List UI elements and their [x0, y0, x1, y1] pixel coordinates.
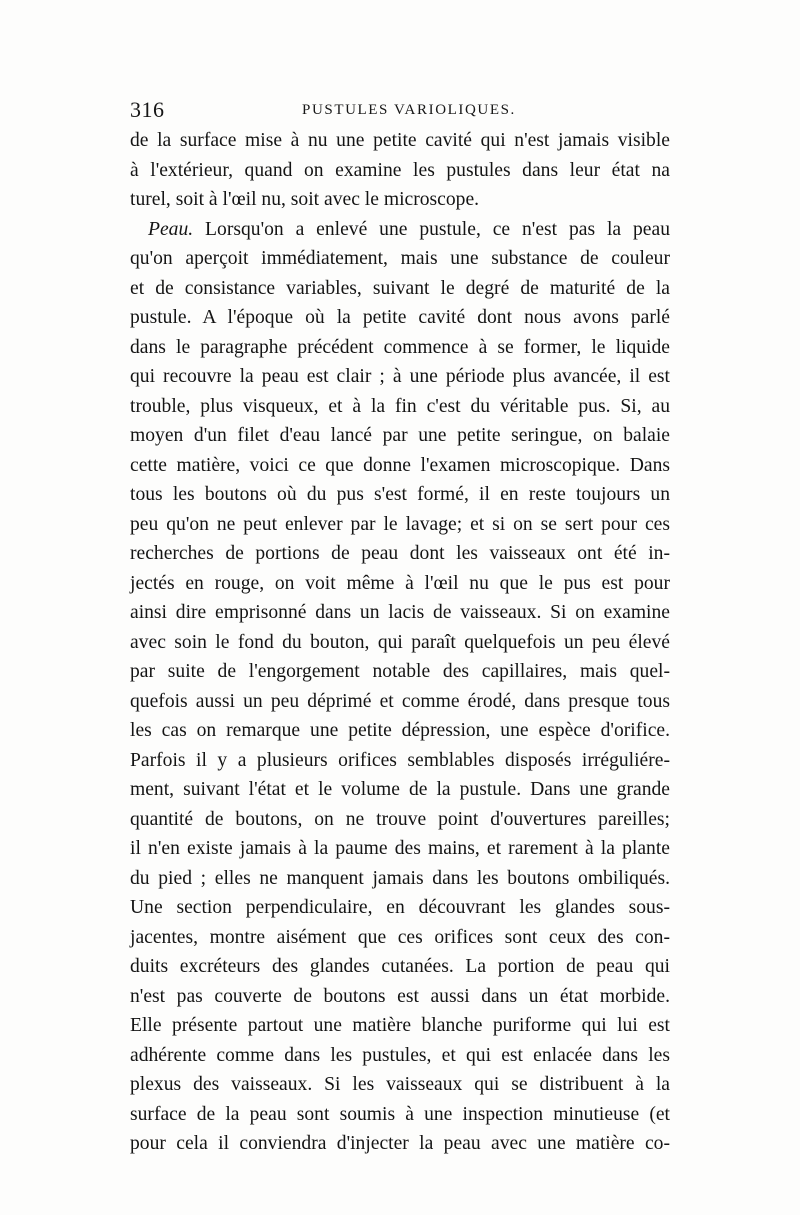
text-line: jectés en rouge, on voit même à l'œil nu que le pus est pour [130, 572, 670, 594]
text-line: de la surface mise à nu une petite cavité qui n'est jamais visible [130, 130, 670, 151]
running-title: PUSTULES VARIOLIQUES. [302, 102, 516, 118]
page-number: 316 [130, 97, 165, 122]
text-line-rest: Lorsqu'on a enlevé une pustule, ce n'est pas la peau [193, 218, 670, 240]
text-line: les cas on remarque une petite dépression, une espèce d'orifice. [130, 720, 670, 741]
paragraph-start-line [130, 215, 670, 245]
text-line: turel, soit à l'œil nu, soit avec le microscope. [130, 189, 480, 210]
page-header [130, 97, 670, 123]
text-line: dans le paragraphe précédent commence à se former, le liquide [130, 336, 670, 358]
text-line: qui recouvre la peau est clair ; à une période plus avancée, il est [130, 366, 670, 387]
text-line: avec soin le fond du bouton, qui paraît quelquefois un peu élevé [130, 631, 670, 653]
text-line: du pied ; elles ne manquent jamais dans les boutons ombiliqués. [130, 867, 670, 889]
text-line: il n'en existe jamais à la paume des mains, et rarement à la plante [130, 838, 670, 859]
section-lead: Peau. [148, 218, 194, 240]
text-line: trouble, plus visqueux, et à la fin c'est du véritable pus. Si, au [130, 395, 670, 417]
text-line: ment, suivant l'état et le volume de la pustule. Dans une grande [130, 779, 670, 800]
text-line: Une section perpendiculaire, en découvrant les glandes sous- [130, 897, 670, 918]
body-text [130, 126, 670, 1159]
text-line: recherches de portions de peau dont les vaisseaux ont été in- [130, 543, 670, 564]
text-line: tous les boutons où du pus s'est formé, il en reste toujours un [130, 484, 670, 505]
text-line: et de consistance variables, suivant le degré de maturité de la [130, 277, 670, 299]
text-line: cette matière, voici ce que donne l'examen microscopique. Dans [130, 454, 670, 476]
text-line: adhérente comme dans les pustules, et qui est enlacée dans les [130, 1044, 670, 1066]
text-line: n'est pas couverte de boutons est aussi dans un état morbide. [130, 985, 670, 1007]
text-line: ainsi dire emprisonné dans un lacis de vaisseaux. Si on examine [130, 602, 670, 623]
text-line: quantité de boutons, on ne trouve point d'ouvertures pareilles; [130, 808, 670, 830]
text-line: à l'extérieur, quand on examine les pustules dans leur état na [130, 159, 670, 181]
text-line: Parfois il y a plusieurs orifices semblables disposés irréguliére- [130, 749, 670, 771]
text-line: Elle présente partout une matière blanche puriforme qui lui est [130, 1015, 670, 1036]
text-line: peu qu'on ne peut enlever par le lavage; et si on se sert pour ces [130, 513, 670, 535]
text-line: plexus des vaisseaux. Si les vaisseaux qui se distribuent à la [130, 1074, 670, 1095]
text-line: moyen d'un filet d'eau lancé par une petite seringue, on balaie [130, 425, 670, 446]
text-line: par suite de l'engorgement notable des capillaires, mais quel- [130, 661, 670, 682]
text-line: jacentes, montre aisément que ces orifices sont ceux des con- [130, 926, 670, 948]
text-line: pour cela il conviendra d'injecter la peau avec une matière co- [130, 1133, 670, 1154]
text-line: qu'on aperçoit immédiatement, mais une substance de couleur [130, 248, 670, 269]
text-line: pustule. A l'époque où la petite cavité dont nous avons parlé [130, 307, 670, 328]
text-line: surface de la peau sont soumis à une inspection minutieuse (et [130, 1103, 670, 1125]
text-line: duits excréteurs des glandes cutanées. La portion de peau qui [130, 956, 670, 977]
text-line: quefois aussi un peu déprimé et comme érodé, dans presque tous [130, 690, 670, 712]
